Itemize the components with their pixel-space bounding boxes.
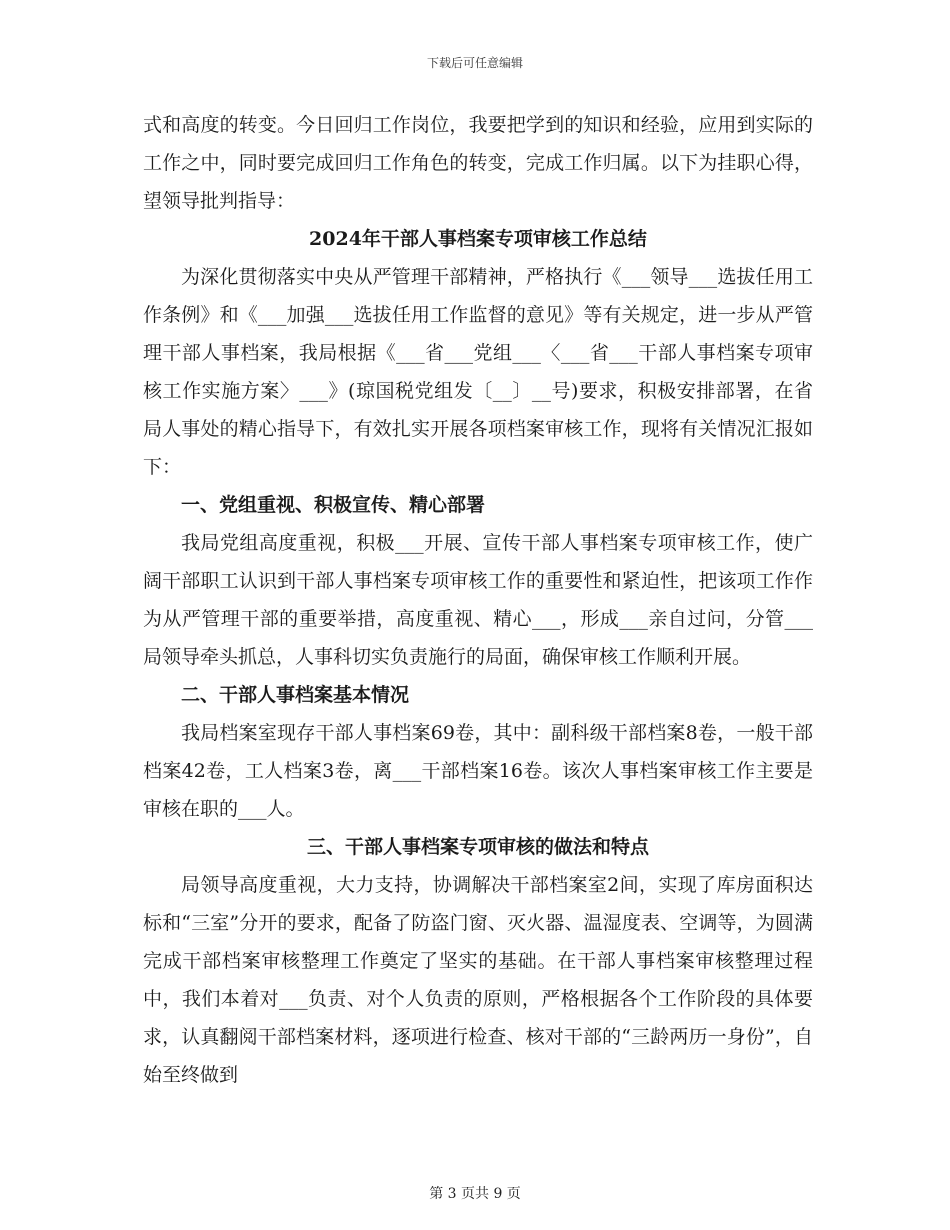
page-header: 下载后可任意编辑 bbox=[426, 56, 523, 70]
intro-paragraph: 式和高度的转变。今日回归工作岗位，我要把学到的知识和经验，应用到实际的工作之中，同时要完成回归工作角色的转变，完成工作归属。以下为挂职心得，望领导批判指导： bbox=[143, 114, 813, 212]
section-heading-1: 一、党组重视、积极宣传、精心部署 bbox=[181, 494, 486, 516]
section-heading-3: 三、干部人事档案专项审核的做法和特点 bbox=[306, 836, 649, 858]
paragraph-4: 局领导高度重视，大力支持，协调解决干部档案室2间，实现了库房面积达标和“三室”分开的要求，配备了防盗门窗、灭火器、温湿度表、空调等，为圆满完成干部档案审核整理工作奠定了坚实的基础。在干部人事档案审核整理过程中，我们本着对___负责、对个人负责的原则，严格根据各个工作阶段的具体要求，认真翻阅干部档案材料，逐项进行检查、核对干部的“三龄两历一身份”，自始至终做到 bbox=[143, 874, 813, 1086]
paragraph-1: 为深化贯彻落实中央从严管理干部精神，严格执行《___领导___选拔任用工作条例》和《___加强___选拔任用工作监督的意见》等有关规定，进一步从严管理干部人事档案，我局根据《___省___党组___〈___省___干部人事档案专项审核工作实施方案〉___》(琼国税党组发〔__〕__号)要求，积极安排部署，在省局人事处的精心指导下，有效扎实开展各项档案审核工作，现将有关情况汇报如下： bbox=[143, 266, 813, 478]
section-heading-2: 二、干部人事档案基本情况 bbox=[181, 684, 410, 706]
document-body bbox=[143, 106, 813, 1094]
paragraph-3: 我局档案室现存干部人事档案69卷，其中：副科级干部档案8卷，一般干部档案42卷，工人档案3卷，离___干部档案16卷。该次人事档案审核工作主要是审核在职的___人。 bbox=[143, 722, 813, 820]
page-footer: 第 3 页共 9 页 bbox=[429, 1186, 521, 1202]
paragraph-2: 我局党组高度重视，积极___开展、宣传干部人事档案专项审核工作，使广阔干部职工认识到干部人事档案专项审核工作的重要性和紧迫性，把该项工作作为从严管理干部的重要举措，高度重视、精心___，形成___亲自过问，分管___局领导牵头抓总，人事科切实负责施行的局面，确保审核工作顺利开展。 bbox=[143, 532, 813, 668]
document-title: 2024年干部人事档案专项审核工作总结 bbox=[309, 228, 647, 250]
